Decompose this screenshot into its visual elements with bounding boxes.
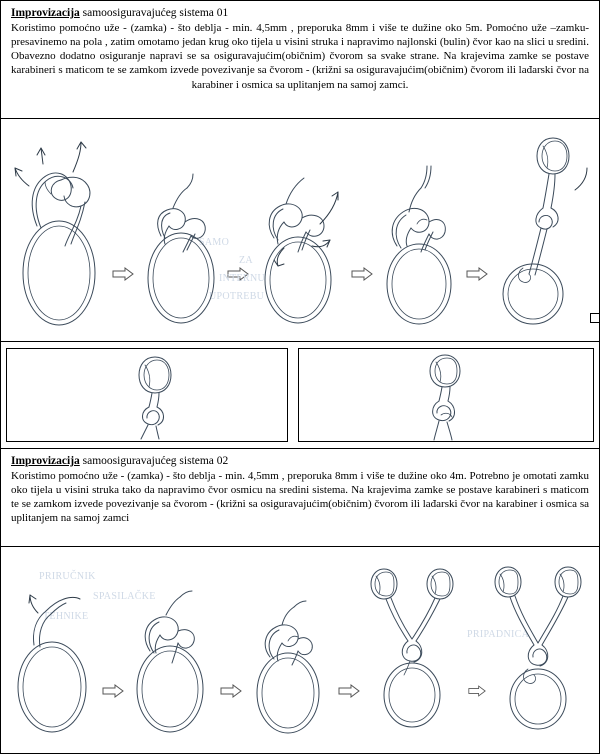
figure-1-arrow-4 xyxy=(466,267,488,333)
arrow-right-icon xyxy=(468,684,486,698)
rope-diagram-2-step-1 xyxy=(8,557,100,742)
arrow-right-icon xyxy=(220,684,242,698)
karabiner-detail-left-panel xyxy=(6,348,288,442)
figure-1-arrow-1 xyxy=(112,267,134,333)
figure-2-arrow-1 xyxy=(102,684,124,742)
rope-diagram-step-1 xyxy=(7,128,111,333)
section-1-heading-bold: Improvizacija xyxy=(11,7,80,19)
figure-1-arrow-3 xyxy=(351,267,373,333)
arrow-right-icon xyxy=(112,267,134,281)
arrow-right-icon xyxy=(338,684,360,698)
figure-1-row xyxy=(1,119,599,341)
section-2-heading-bold: Improvizacija xyxy=(11,455,80,467)
watermark-text-2: ZA xyxy=(239,255,253,266)
figure-1-step-4 xyxy=(373,128,465,333)
rope-diagram-2-step-4-two-carabiners xyxy=(362,557,466,742)
figure-1-arrow-2 xyxy=(227,267,249,333)
figure-1-rope-sequence xyxy=(1,119,599,342)
watermark-text-3: INTERNU xyxy=(219,273,265,284)
watermark2-text-1: PRIRUČNIK xyxy=(39,571,96,582)
rope-diagram-step-3 xyxy=(250,128,350,333)
figure-1-step-2 xyxy=(135,128,230,333)
figure-2-step-1 xyxy=(8,557,100,742)
figure-2-row xyxy=(1,547,599,752)
detail-panels-row xyxy=(1,342,599,449)
figure-1-step-1 xyxy=(7,128,111,333)
rope-diagram-2-step-2 xyxy=(126,557,218,742)
watermark-text-1: SAMO xyxy=(199,237,230,248)
section-1-heading xyxy=(11,7,589,20)
rope-detail-left xyxy=(7,349,288,442)
watermark2-text-2: SPASILAČKE xyxy=(93,591,156,602)
rope-diagram-step-5-full-system xyxy=(489,128,593,333)
rope-diagram-2-step-5-finished xyxy=(488,557,592,742)
arrow-right-icon xyxy=(351,267,373,281)
section-2-paragraph: Koristimo pomoćno uže - (zamka) - što deblja - min. 4,5mm , preporuka 8mm i više te dužine oko 4m. Potrebno je omotati zamku oko tijela u visini struka tako da napravimo čvor osmicu na sredini sistema. Na krajevima zamke se postave karabineri s maticom te se zamkom izvede povezivanje sa čvorom - (križni sa osiguravajućim(običnim) čvorom ili lađarski čvor na karabiner i osmica sa uplitanjem na samoj zamci xyxy=(11,470,589,525)
section-1-heading-rest: samoosiguravajućeg sistema 01 xyxy=(79,7,229,19)
figure-2-arrow-2 xyxy=(220,684,242,742)
figure-2-step-2 xyxy=(126,557,218,742)
rope-diagram-2-step-3 xyxy=(244,557,336,742)
rope-diagram-step-2 xyxy=(135,128,230,333)
arrow-right-icon xyxy=(466,267,488,281)
arrow-right-icon xyxy=(102,684,124,698)
watermark2-text-3: TEHNIKE xyxy=(43,611,89,622)
figure-1-step-3 xyxy=(250,128,350,333)
rope-detail-right xyxy=(299,349,594,442)
rope-diagram-step-4 xyxy=(373,128,465,333)
watermark-text-4: UPOTREBU xyxy=(209,291,265,302)
figure-2-step-4 xyxy=(362,557,466,742)
figure-2-rope-sequence xyxy=(1,547,599,752)
figure-2-arrow-4 xyxy=(468,684,486,742)
section-1-text xyxy=(1,1,599,119)
section-2-text xyxy=(1,449,599,547)
figure-2-arrow-3 xyxy=(338,684,360,742)
section-2-heading xyxy=(11,455,589,468)
section-2-heading-rest: samoosiguravajućeg sistema 02 xyxy=(79,455,229,467)
page-corner-mark xyxy=(590,313,600,323)
section-1-paragraph: Koristimo pomoćno uže - (zamka) - što deblja - min. 4,5mm , preporuka 8mm i više te dužine oko 5m. Pomoćno uže –zamku- presavinemo na pola , zatim omotamo jedan krug oko tijela u visini struka i napravimo najlonski (bulin) čvor kao na slici u sredini. Obavezno dodatno osiguranje napravi se sa osiguravajućim(običnim) čvorom sa svake strane. Na krajevima zamke se postave karabineri s maticom te se zamkom izvede povezivanje sa čvorom - (križni sa osiguravajućim(običnim) čvorom ili lađarski čvor na karabiner i osmica sa uplitanjem na samoj zamci. xyxy=(11,22,589,91)
watermark2-text-4: PRIPADNICA xyxy=(467,629,530,640)
karabiner-detail-right-panel xyxy=(298,348,594,442)
figure-1-step-5 xyxy=(489,128,593,333)
arrow-right-icon xyxy=(227,267,249,281)
figure-2-step-3 xyxy=(244,557,336,742)
figure-2-step-5 xyxy=(488,557,592,742)
